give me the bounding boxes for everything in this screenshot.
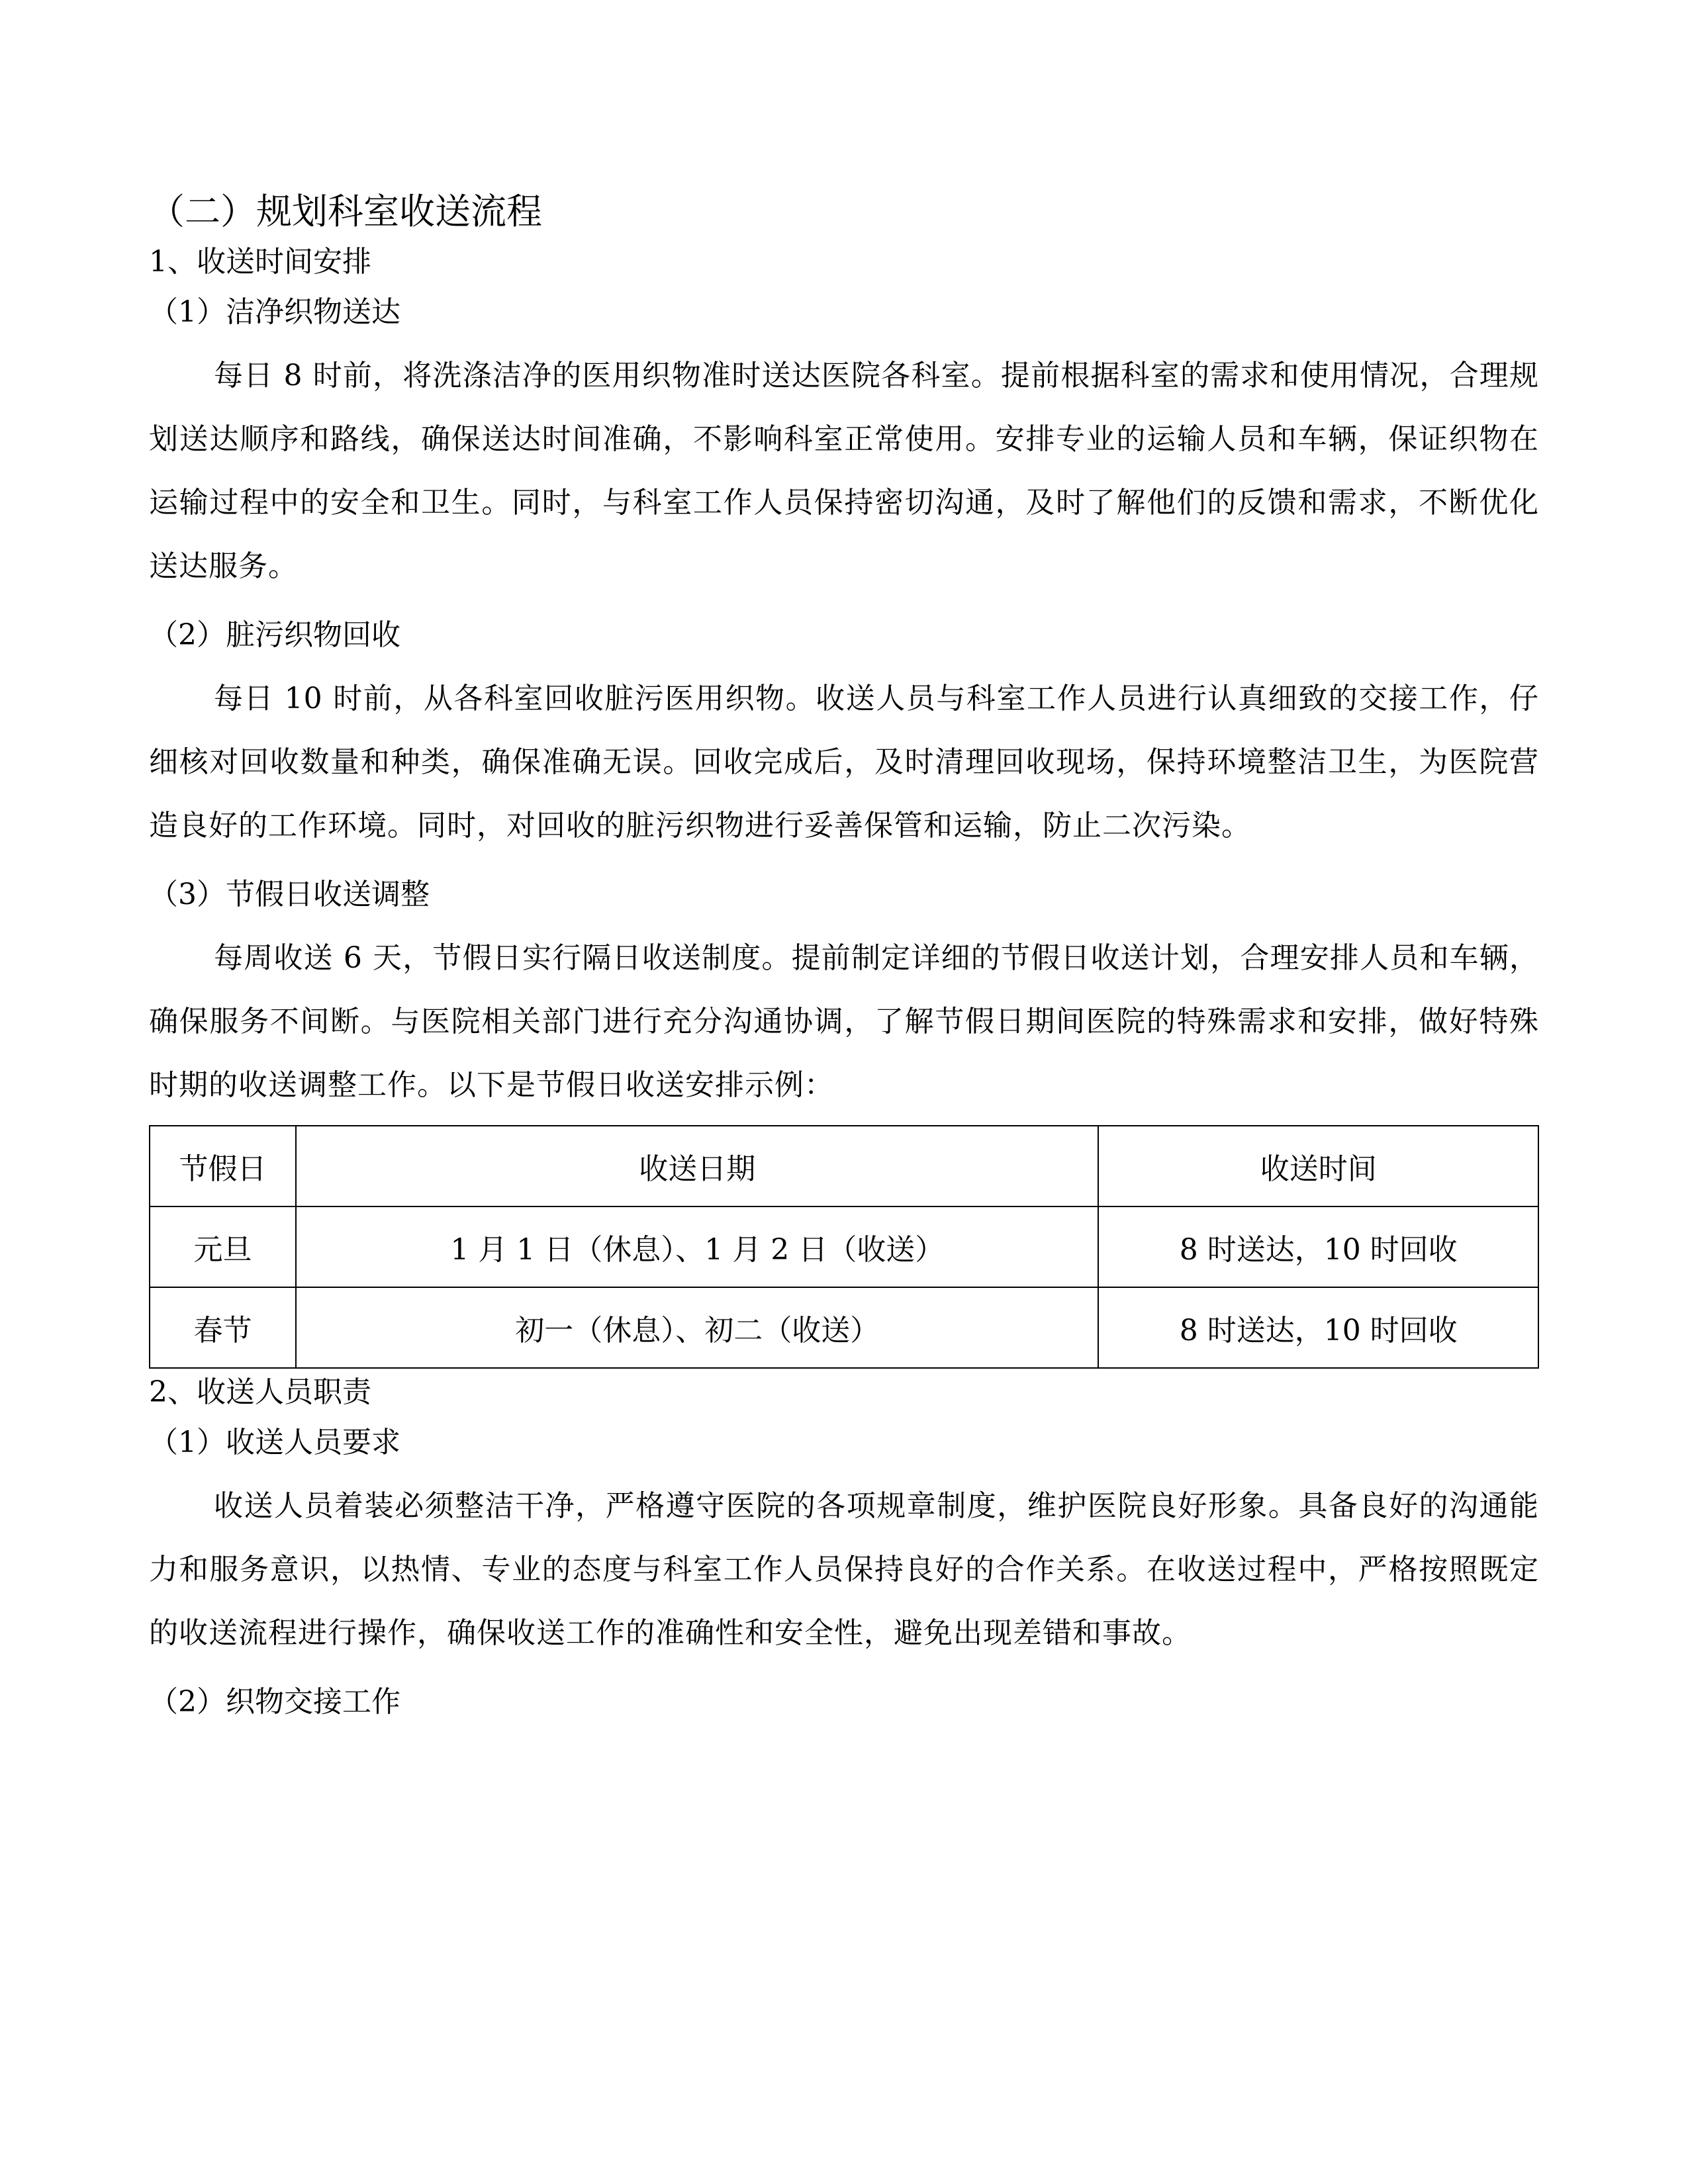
paragraph-staff-requirements: 收送人员着装必须整洁干净，严格遵守医院的各项规章制度，维护医院良好形象。具备良好的沟通能力和服务意识，以热情、专业的态度与科室工作人员保持良好的合作关系。在收送过程中，严格按照既定的收送流程进行操作，确保收送工作的准确性和安全性，避免出现差错和事故。 xyxy=(149,1489,1539,1650)
subheading-dirty-collection: （2）脏污织物回收 xyxy=(149,618,400,652)
paragraph-holiday-adjustment: 每周收送 6 天，节假日实行隔日收送制度。提前制定详细的节假日收送计划，合理安排人员和车辆，确保服务不间断。与医院相关部门进行充分沟通协调，了解节假日期间医院的特殊需求和安排，做好特殊时期的收送调整工作。以下是节假日收送安排示例： xyxy=(149,941,1539,1102)
table-row xyxy=(150,1287,1538,1368)
table-cell: 初一（休息）、初二（收送） xyxy=(296,1287,1098,1368)
subheading-linen-handover: （2）织物交接工作 xyxy=(149,1685,400,1719)
table-cell: 1 月 1 日（休息）、1 月 2 日（收送） xyxy=(296,1206,1098,1287)
paragraph-dirty-collection: 每日 10 时前，从各科室回收脏污医用织物。收送人员与科室工作人员进行认真细致的交接工作，仔细核对回收数量和种类，确保准确无误。回收完成后，及时清理回收现场，保持环境整洁卫生，为医院营造良好的工作环境。同时，对回收的脏污织物进行妥善保管和运输，防止二次污染。 xyxy=(149,682,1539,842)
table-cell: 春节 xyxy=(150,1287,296,1368)
heading-staff-duties: 2、收送人员职责 xyxy=(149,1375,371,1409)
subheading-holiday-adjustment: （3）节假日收送调整 xyxy=(149,878,430,911)
table-cell: 元旦 xyxy=(150,1206,296,1287)
table-cell: 8 时送达，10 时回收 xyxy=(1098,1287,1538,1368)
table-header-cell: 节假日 xyxy=(150,1126,296,1206)
heading-schedule: 1、收送时间安排 xyxy=(149,245,371,279)
subheading-staff-requirements: （1）收送人员要求 xyxy=(149,1426,400,1459)
section-title: （二）规划科室收送流程 xyxy=(149,191,542,232)
holiday-schedule-table xyxy=(149,1125,1539,1369)
table-row xyxy=(150,1206,1538,1287)
table-cell: 8 时送达，10 时回收 xyxy=(1098,1206,1538,1287)
table-header-cell: 收送日期 xyxy=(296,1126,1098,1206)
document-page xyxy=(149,192,1539,1734)
paragraph-clean-delivery: 每日 8 时前，将洗涤洁净的医用织物准时送达医院各科室。提前根据科室的需求和使用情况，合理规划送达顺序和路线，确保送达时间准确，不影响科室正常使用。安排专业的运输人员和车辆，保证织物在运输过程中的安全和卫生。同时，与科室工作人员保持密切沟通，及时了解他们的反馈和需求，不断优化送达服务。 xyxy=(149,359,1539,583)
table-header-cell: 收送时间 xyxy=(1098,1126,1538,1206)
subheading-clean-delivery: （1）洁净织物送达 xyxy=(149,295,400,329)
table-header-row xyxy=(150,1126,1538,1206)
